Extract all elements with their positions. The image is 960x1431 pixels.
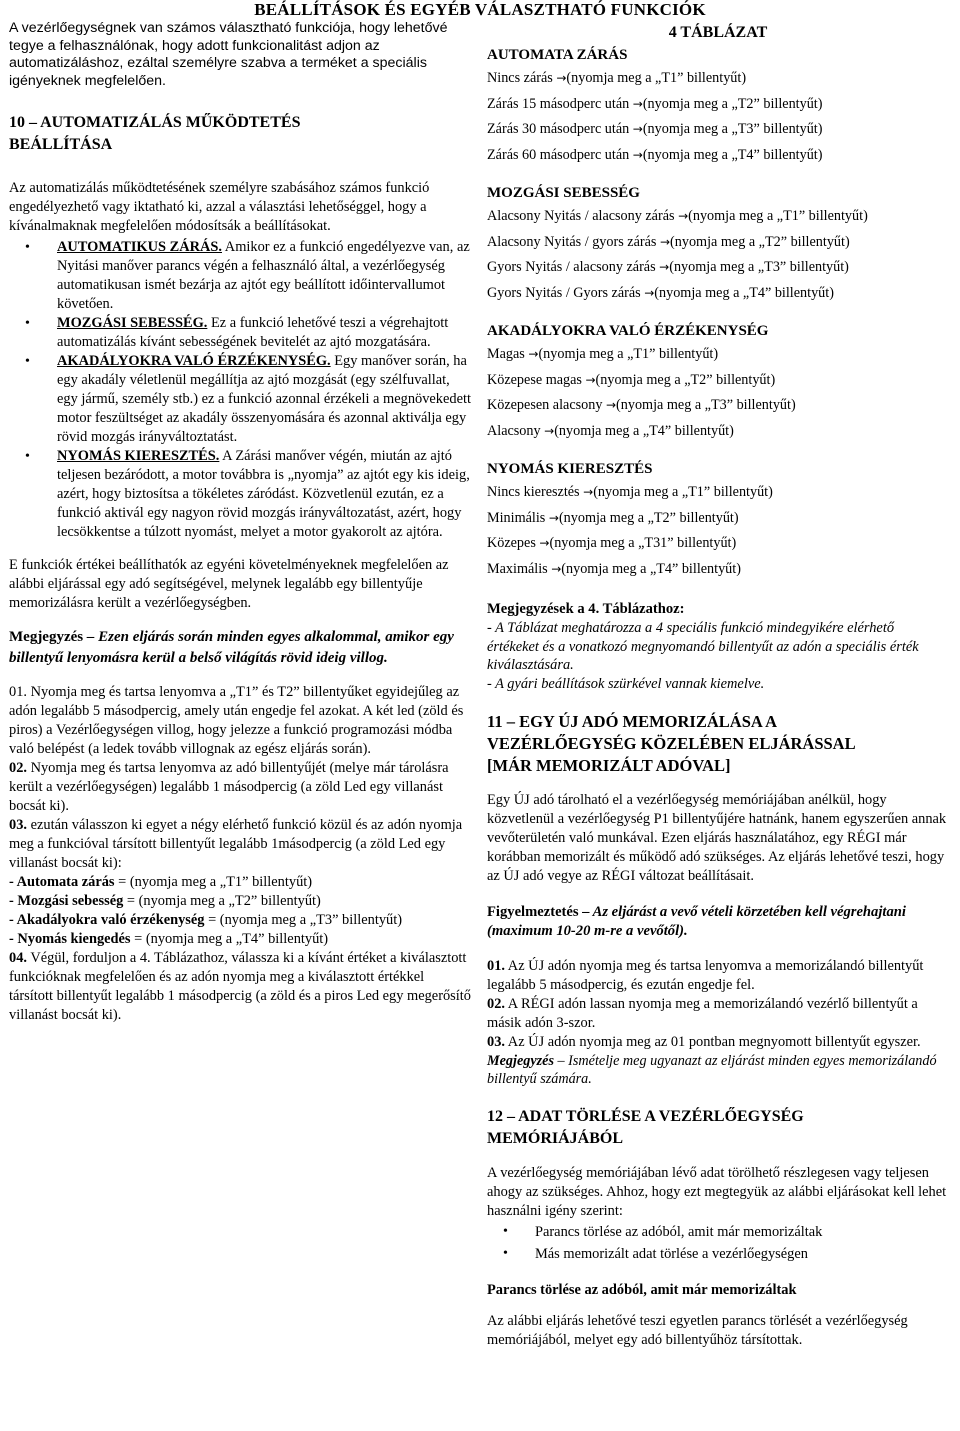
row-key: (nyomja meg a „T2” billentyűt) xyxy=(642,95,823,112)
arrow-icon: → xyxy=(539,536,550,550)
row-key: (nyomja meg a „T3” billentyűt) xyxy=(669,259,849,275)
arrow-icon: → xyxy=(605,398,617,412)
step-11-02: 02. A RÉGI adón lassan nyomja meg a memorizálandó vezérlő billentyűt a másik adón 3-szor. xyxy=(487,996,918,1031)
intro-paragraph: A vezérlőegységnek van számos választható funkciója, hogy lehetővé tegye a felhasználónak, hogy adott funkcionalitást adjon az automatizáláshoz, ezáltal személyre szabva a terméket a speciális igényeknek megfelelően. xyxy=(9,20,448,89)
row-label: Nincs kieresztés xyxy=(487,484,584,500)
section-12-heading: 12 – ADAT TÖRLÉSE A VEZÉRLŐEGYSÉG MEMÓRIÁJÁBÓL xyxy=(487,1108,804,1147)
step-11-03: 03. Az ÚJ adón nyomja meg az 01 pontban megnyomott billentyűt egyszer. xyxy=(487,1034,921,1050)
arrow-icon: → xyxy=(583,485,594,499)
arrow-icon: → xyxy=(632,147,643,162)
section-11-heading: 11 – EGY ÚJ ADÓ MEMORIZÁLÁSA A VEZÉRLŐEGYSÉG KÖZELÉBEN ELJÁRÁSSAL [MÁR MEMORIZÁLT ADÓVAL] xyxy=(487,712,856,775)
function-list xyxy=(9,238,471,542)
procedure-steps xyxy=(9,683,471,1025)
row-key: (nyomja meg a „T4” billentyűt) xyxy=(642,146,823,163)
warning-note: Figyelmeztetés – Az eljárást a vevő vételi körzetében kell végrehajtani (maximum 10-20 m-re a vevőtől). xyxy=(487,904,906,939)
list-item: • NYOMÁS KIERESZTÉS. A Zárási manőver végén, miután az ajtó teljesen bezáródott, a motor továbbra is „nyomja” az ajtót egy kis ideig, azért, hogy biztosítsa a tökéletes záródást. Közvetlenül ezután, ez a funkció aktivál egy nagyon rövid mozgás irányváltozatást, azért, hogy lecsökkentse a túlzott nyomást, melyet a motor gyakorolt az ajtóra. xyxy=(57,447,471,542)
step-02: 02. Nyomja meg és tartsa lenyomva az adó billentyűjét (melye már tárolásra került a vezérlőegységen) legalább 1 másodpercig (a zöld Led egy villanást bocsát ki). xyxy=(9,760,449,814)
table-note-2: - A gyári beállítások szürkével vannak kiemelve. xyxy=(487,675,765,692)
arrow-icon: → xyxy=(632,122,643,136)
row-key: (nyomja meg a „T1” billentyűt) xyxy=(566,70,747,86)
row-key: (nyomja meg a „T4” billentyűt) xyxy=(654,284,834,301)
table-group-sensitivity: AKADÁLYOKRA VALÓ ÉRZÉKENYSÉG Magas →(nyomja meg a „T1” billentyűt) Közepese magas →(nyomja meg a „T2” billentyűt) Közepesen alacsony →(nyomja meg a „T3” billentyűt) Alacsony →(nyomja meg a „T4” billentyűt) xyxy=(487,320,949,444)
table-row xyxy=(487,143,949,169)
table-title: 4 TÁBLÁZAT xyxy=(668,24,768,41)
section-10-heading: 10 – AUTOMATIZÁLÁS MŰKÖDTETÉS BEÁLLÍTÁSA xyxy=(9,114,301,153)
procedure-note: Megjegyzés – Ezen eljárás során minden egyes alkalommal, amikor egy billentyű lenyomásra kerül a belső világítás rövid ideig villog. xyxy=(9,629,454,666)
row-key: (nyomja meg a „T3” billentyűt) xyxy=(616,397,796,413)
section-10-body: Az automatizálás működtetésének személyre szabásához számos funkció engedélyezhető vagy iktatható ki, azzal a választási lehetőséggel, hogy a kívánalmaknak megfelelően módosítsák a beállításokat. xyxy=(9,180,430,234)
table-row xyxy=(487,230,949,256)
arrow-icon: → xyxy=(659,234,671,249)
row-label: Közepes xyxy=(487,535,540,551)
row-key: (nyomja meg a „T1” billentyűt) xyxy=(538,346,719,362)
left-column xyxy=(9,20,471,1025)
table-row xyxy=(487,531,949,557)
row-label: Alacsony Nyitás / alacsony zárás xyxy=(487,208,679,224)
table-row xyxy=(487,204,949,230)
row-key: (nyomja meg a „T2” billentyűt) xyxy=(595,371,776,388)
table-group-auto-close: AUTOMATA ZÁRÁS Nincs zárás →(nyomja meg a „T1” billentyűt) Zárás 15 másodperc után →(nyomja meg a „T2” billentyűt) Zárás 30 másodperc után →(nyomja meg a „T3” billentyűt) Zárás 60 másodperc után →(nyomja meg a „T4” billentyűt) xyxy=(487,44,949,168)
subsection-title: Parancs törlése az adóból, amit már memorizáltak xyxy=(487,1282,797,1298)
step-04: 04. Végül, forduljon a 4. Táblázathoz, válassza ki a kívánt értéket a kiválasztott funkcióknak megfelelően és az adón nyomja meg a kiválasztott értékkel társított billentyűt legalább 1 másodpercig (a zöld és a piros Led egy megerősítő villanást bocsát ki). xyxy=(9,950,471,1023)
row-key: (nyomja meg a „T4” billentyűt) xyxy=(561,560,741,577)
row-key: (nyomja meg a „T2” billentyűt) xyxy=(670,233,850,250)
arrow-icon: → xyxy=(544,423,555,438)
arrow-icon: → xyxy=(556,71,567,85)
arrow-icon: → xyxy=(632,96,643,111)
row-label: Magas xyxy=(487,346,529,362)
row-label: Gyors Nyitás / alacsony zárás xyxy=(487,259,660,275)
step-11-note: Megjegyzés – Ismételje meg ugyanazt az eljárást minden egyes memorizálandó billentyű számára. xyxy=(487,1053,937,1087)
right-column xyxy=(487,20,949,1350)
list-item: • AUTOMATIKUS ZÁRÁS. Amikor ez a funkció engedélyezve van, az Nyitási manőver parancs végén a felhasználó által, a vezérlőegység automatikusan ismét bezárja az ajtót egy beállított időintervallumot követően. xyxy=(57,238,471,314)
row-key: (nyomja meg a „T1” billentyűt) xyxy=(688,208,868,224)
row-key: (nyomja meg a „T3” billentyűt) xyxy=(642,121,823,137)
subsection-body: Az alábbi eljárás lehetővé teszi egyetlen parancs törlését a vezérlőegység memóriájából, melyet egy adó billentyűhöz társítottak. xyxy=(487,1313,908,1348)
row-label: Közepesen alacsony xyxy=(487,397,606,413)
list-item: • MOZGÁSI SEBESSÉG. Ez a funkció lehetővé teszi a végrehajtott automatizálás kívánt sebességének bevitelét az ajtó mozgatására. xyxy=(57,314,471,352)
row-label: Alacsony xyxy=(487,422,545,439)
option-motion-speed: - Mozgási sebesség = (nyomja meg a „T2” billentyűt) xyxy=(9,893,321,909)
arrow-icon: → xyxy=(678,209,689,223)
row-key: (nyomja meg a „T1” billentyűt) xyxy=(593,484,773,500)
delete-options-list xyxy=(487,1221,949,1265)
table-row xyxy=(487,117,949,143)
arrow-icon: → xyxy=(644,285,655,300)
procedure-intro: E funkciók értékei beállíthatók az egyéni követelményeknek megfelelően az alábbi eljárással egy adó segítségével, melynek legalább egy billentyűje memorizálásra került a vezérlőegységben. xyxy=(9,557,449,611)
row-label: Zárás 15 másodperc után xyxy=(487,95,633,112)
table-row xyxy=(487,506,949,532)
section-12-body: A vezérlőegység memóriájában lévő adat törölhető részlegesen vagy teljesen ahogy az szükséges. Ahhoz, hogy ezt megtegyük az alábbi eljárásokat kell lehet használni igény szerint: xyxy=(487,1165,947,1219)
option-obstacle-sensitivity: - Akadályokra való érzékenység = (nyomja meg a „T3” billentyűt) xyxy=(9,912,403,928)
list-item: • Más memorizált adat törlése a vezérlőegységen xyxy=(535,1243,949,1265)
row-key: (nyomja meg a „T4” billentyűt) xyxy=(554,422,734,439)
step-01: 01. Nyomja meg és tartsa lenyomva a „T1” és T2” billentyűket egyidejűleg az adón legalább 5 másodpercig, amely után engedje fel azokat. A két led (zöld és piros) a Vezérlőegységen villog, hogy jelezze a funkció programozási módba való belépést (a ledek tovább villognak az egész eljárás során). xyxy=(9,684,464,757)
row-label: Közepese magas xyxy=(487,371,586,388)
step-03: 03. ezután válasszon ki egyet a négy elérhető funkció közül és az adón nyomja meg a funkcióval társított billentyűt legalább 1másodpercig (a zöld Led egy villanást bocsát ki): xyxy=(9,817,463,871)
table-row xyxy=(487,368,949,394)
arrow-icon: → xyxy=(548,510,559,525)
row-label: Zárás 60 másodperc után xyxy=(487,146,633,163)
table-notes-title: Megjegyzések a 4. Táblázathoz: xyxy=(487,601,685,617)
table-group-pressure: NYOMÁS KIERESZTÉS Nincs kieresztés →(nyomja meg a „T1” billentyűt) Minimális →(nyomja meg a „T2” billentyűt) Közepes →(nyomja meg a „T31” billentyűt) Maximális →(nyomja meg a „T4” billentyűt) xyxy=(487,458,949,582)
arrow-icon: → xyxy=(585,372,596,387)
table-row xyxy=(487,92,949,118)
arrow-icon: → xyxy=(659,260,670,274)
option-automatic-close: - Automata zárás = (nyomja meg a „T1” billentyűt) xyxy=(9,874,313,890)
arrow-icon: → xyxy=(551,561,562,576)
row-label: Zárás 30 másodperc után xyxy=(487,121,633,137)
row-label: Gyors Nyitás / Gyors zárás xyxy=(487,284,645,301)
table-row xyxy=(487,393,949,419)
section-11-body: Egy ÚJ adó tárolható el a vezérlőegység memóriájában anélkül, hogy közvetlenül a vezérlőegység P1 billentyűjére hatnánk, hanem egyszerűen annak vevőterületén való munkával. Ezen eljárás használatához, egy RÉGI már korábban memorizált és működő adó szükséges. Az eljárás lehetővé teszi, hogy az ÚJ adó vegye az RÉGI változat beállításait. xyxy=(487,792,947,884)
page-title: BEÁLLÍTÁSOK ÉS EGYÉB VÁLASZTHATÓ FUNKCIÓK xyxy=(254,0,706,19)
arrow-icon: → xyxy=(528,347,539,361)
table-row xyxy=(487,342,949,368)
step-11-01: 01. Az ÚJ adón nyomja meg és tartsa lenyomva a memorizálandó billentyűt legalább 5 másodpercig, és ezután engedje fel. xyxy=(487,958,924,993)
table-group-speed: MOZGÁSI SEBESSÉG Alacsony Nyitás / alacsony zárás →(nyomja meg a „T1” billentyűt) Alacsony Nyitás / gyors zárás →(nyomja meg a „T2” billentyűt) Gyors Nyitás / alacsony zárás →(nyomja meg a „T3” billentyűt) Gyors Nyitás / Gyors zárás →(nyomja meg a „T4” billentyűt) xyxy=(487,182,949,306)
table-note-1: - A Táblázat meghatározza a 4 speciális funkció mindegyikére elérhető értékeket és a vonatkozó megnyomandó billentyűt az adón a speciális érték kiválasztására. xyxy=(487,620,919,673)
list-item: • Parancs törlése az adóból, amit már memorizáltak xyxy=(535,1221,949,1243)
option-pressure-release: - Nyomás kiengedés = (nyomja meg a „T4” billentyűt) xyxy=(9,931,329,947)
table-row xyxy=(487,66,949,92)
row-key: (nyomja meg a „T31” billentyűt) xyxy=(549,535,737,551)
row-key: (nyomja meg a „T2” billentyűt) xyxy=(558,509,739,526)
table-row xyxy=(487,281,949,307)
table-row xyxy=(487,557,949,583)
list-item: • AKADÁLYOKRA VALÓ ÉRZÉKENYSÉG. Egy manőver során, ha egy akadály véletlenül megállítja az ajtó mozgását (egy szélfuvallat, egy jármű, személy stb.) ez a funkció azonnal érzékeli a megnövekedett motor feszültséget az akadály összenyomására és azonnal aktiválja egy rövid mozgás irányváltoztatást. xyxy=(57,352,471,447)
row-label: Alacsony Nyitás / gyors zárás xyxy=(487,233,660,250)
table-row xyxy=(487,255,949,281)
row-label: Minimális xyxy=(487,509,549,526)
table-row xyxy=(487,419,949,445)
table-row xyxy=(487,480,949,506)
row-label: Nincs zárás xyxy=(487,70,557,86)
row-label: Maximális xyxy=(487,560,552,577)
